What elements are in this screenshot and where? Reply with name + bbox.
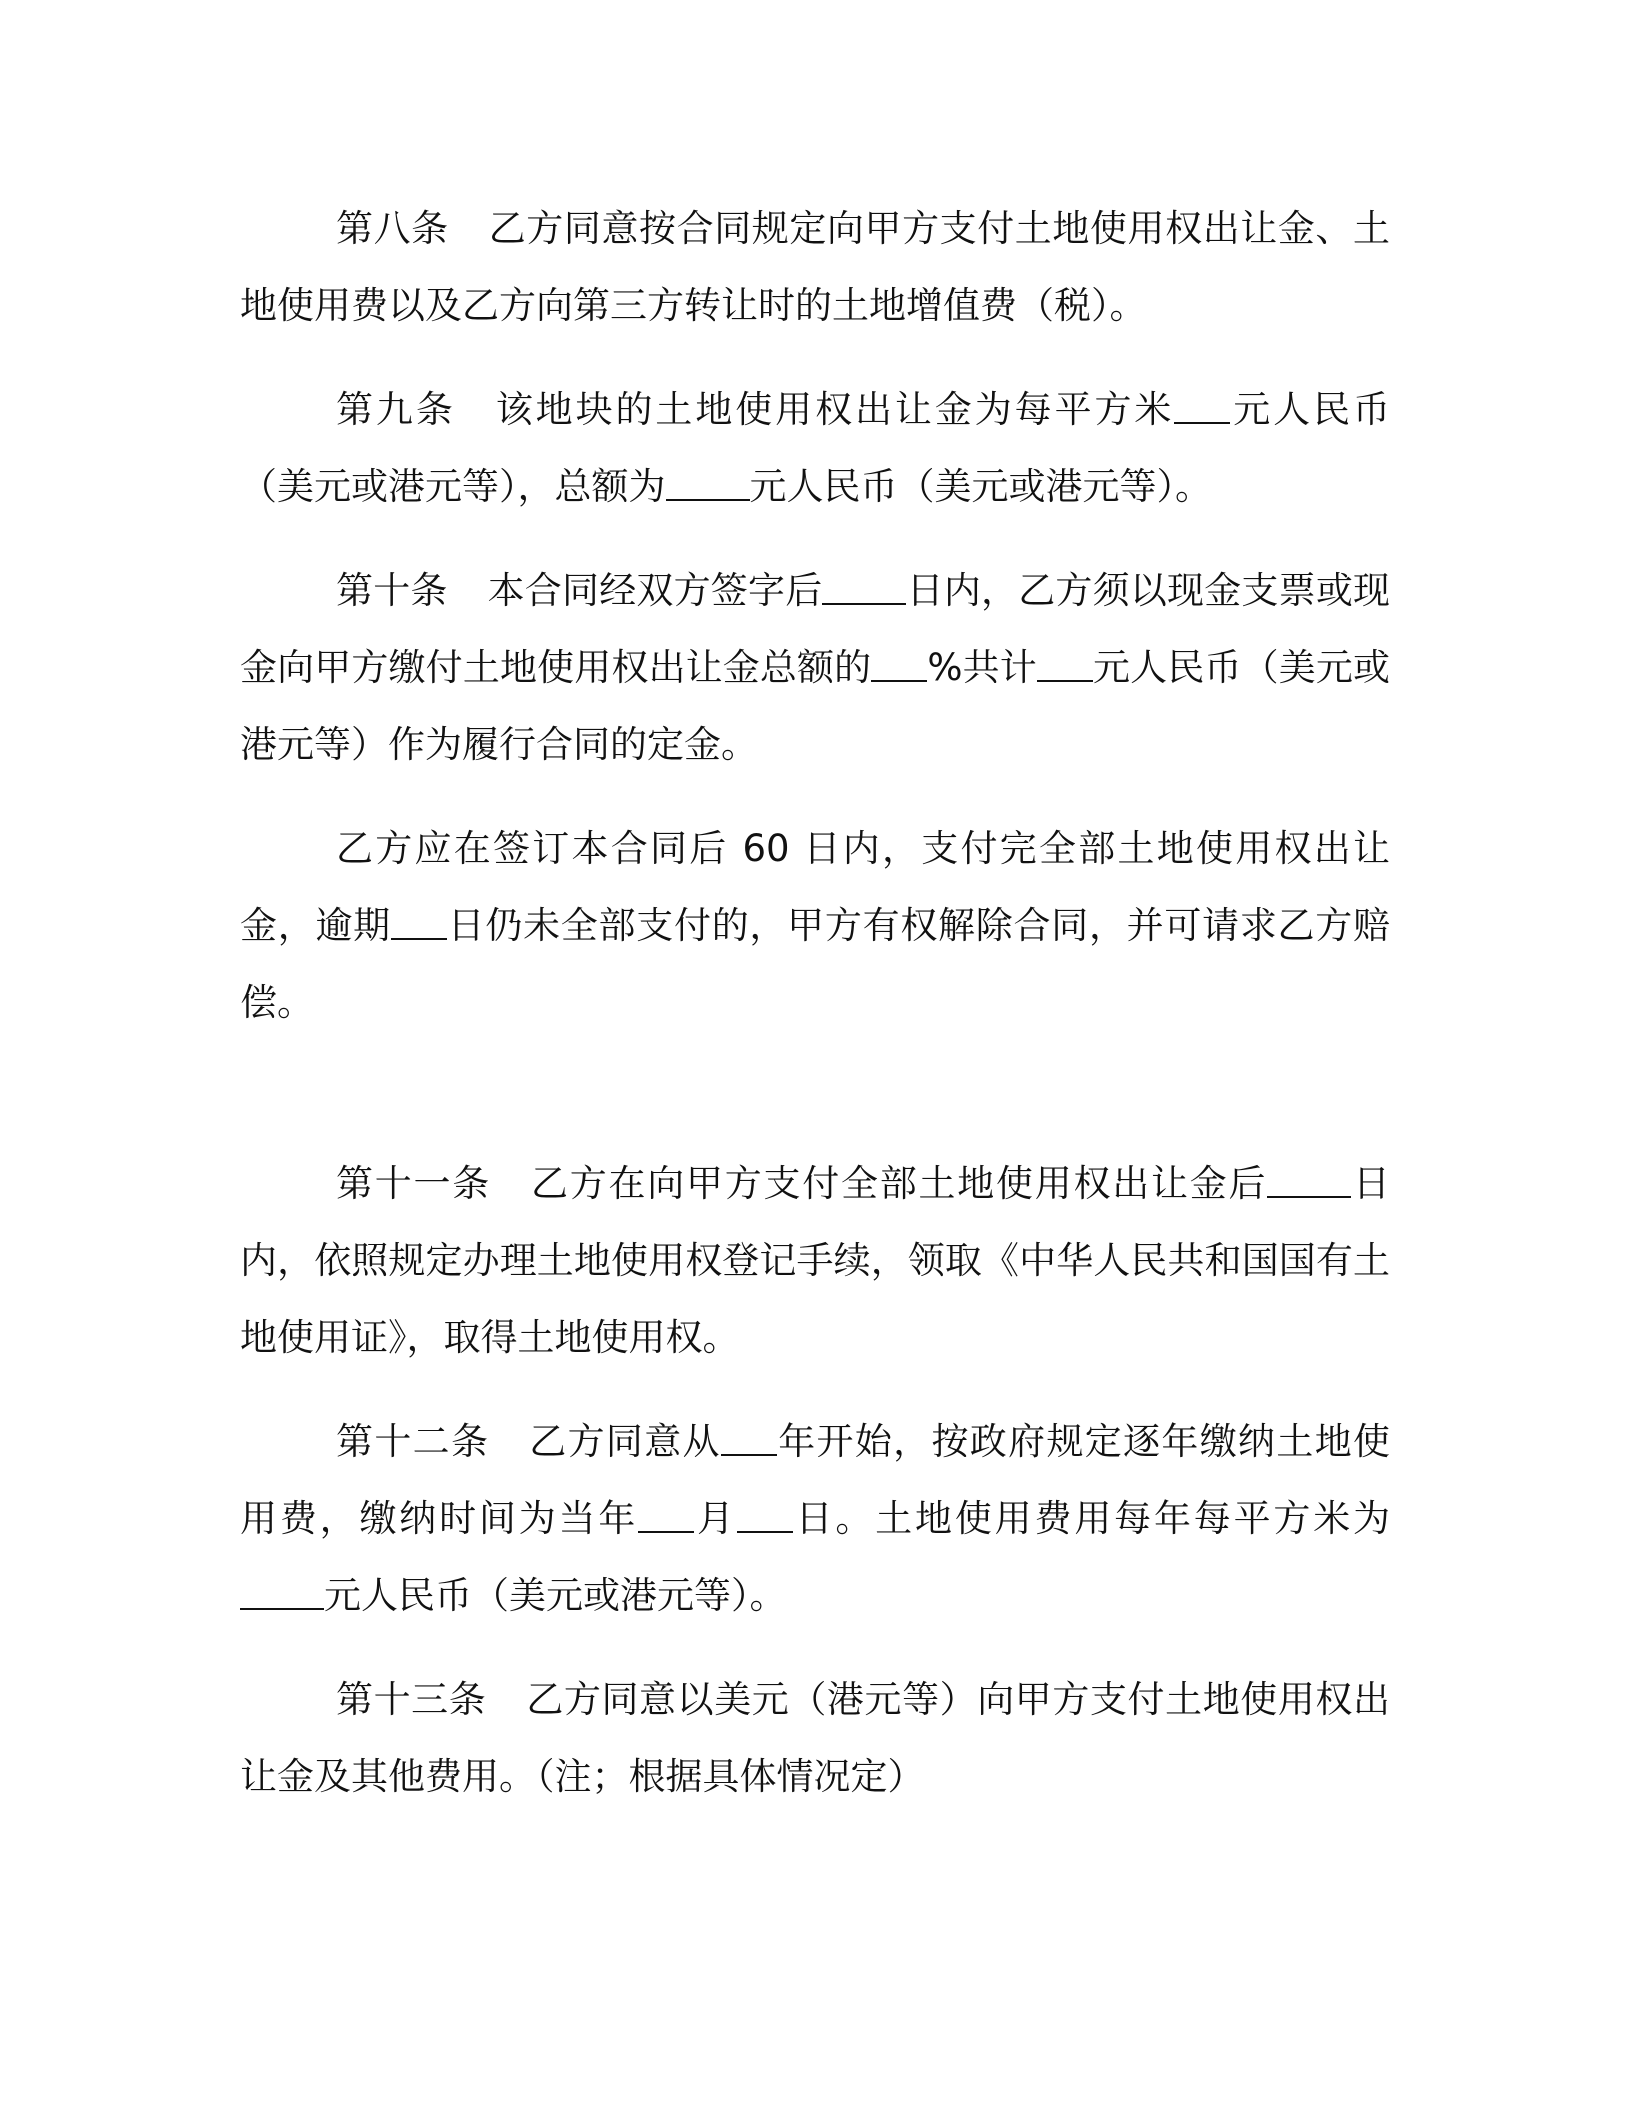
article-text: 月 <box>694 1497 737 1540</box>
blank-line <box>666 462 750 501</box>
article-label: 第十条 <box>336 569 448 612</box>
article-text: 日。土地使用费用每年每平方米为 <box>792 1497 1391 1540</box>
article-8 <box>240 190 1390 344</box>
blank-line <box>1174 385 1230 424</box>
blank-line <box>1267 1159 1351 1198</box>
blank-line <box>822 566 906 605</box>
article-text: 日仍未全部支付的，甲方有权解除合同，并可请求乙方赔偿。 <box>240 904 1391 1024</box>
article-12 <box>240 1403 1390 1634</box>
article-label: 第十二条 <box>336 1420 490 1463</box>
article-10-continuation <box>240 810 1390 1041</box>
article-text: 日内，依照规定办理土地使用权登记手续，领取《中华人民共和国国有土地使用证》，取得土地使用权。 <box>240 1162 1390 1359</box>
document-body <box>240 190 1390 1842</box>
article-text: 年开始，按政府规定逐年缴纳土地使用费，缴纳时间为当年 <box>240 1420 1391 1540</box>
article-text: 元人民币（美元或港元等）。 <box>324 1574 787 1617</box>
article-text: 元人民币（美元或港元等），总额为 <box>240 388 1391 508</box>
section-gap <box>240 1068 1390 1145</box>
article-text: 乙方应在签订本合同后 60 日内，支付完全部土地使用权出让金，逾期 <box>240 827 1390 947</box>
article-text: 乙方同意按合同规定向甲方支付土地使用权出让金、土地使用费以及乙方向第三方转让时的土地增值费（税）。 <box>240 207 1391 327</box>
article-label: 第十三条 <box>336 1678 487 1721</box>
blank-line <box>638 1494 694 1533</box>
article-13 <box>240 1661 1390 1815</box>
article-text: 该地块的土地使用权出让金为每平方米 <box>495 388 1175 431</box>
blank-line <box>737 1494 793 1533</box>
article-text: 乙方同意以美元（港元等）向甲方支付土地使用权出让金及其他费用。（注；根据具体情况定） <box>240 1678 1391 1798</box>
article-text: 日内，乙方须以现金支票或现金向甲方缴付土地使用权出让金总额的 <box>240 569 1391 689</box>
blank-line <box>391 901 447 940</box>
blank-line <box>1037 643 1093 682</box>
article-text: 元人民币（美元或港元等）。 <box>749 465 1212 508</box>
article-text: 元人民币（美元或港元等）作为履行合同的定金。 <box>240 646 1390 766</box>
blank-line <box>240 1571 324 1610</box>
article-9 <box>240 371 1390 525</box>
article-10 <box>240 552 1390 783</box>
article-text: 乙方同意从 <box>529 1420 721 1463</box>
article-text: %共计 <box>927 646 1037 689</box>
article-label: 第九条 <box>336 388 456 431</box>
blank-line <box>721 1417 777 1456</box>
blank-line <box>871 643 927 682</box>
article-label: 第八条 <box>336 207 449 250</box>
article-label: 第十一条 <box>336 1162 491 1205</box>
article-text: 乙方在向甲方支付全部土地使用权出让金后 <box>531 1162 1268 1205</box>
article-11 <box>240 1145 1390 1376</box>
article-text: 本合同经双方签字后 <box>487 569 823 612</box>
